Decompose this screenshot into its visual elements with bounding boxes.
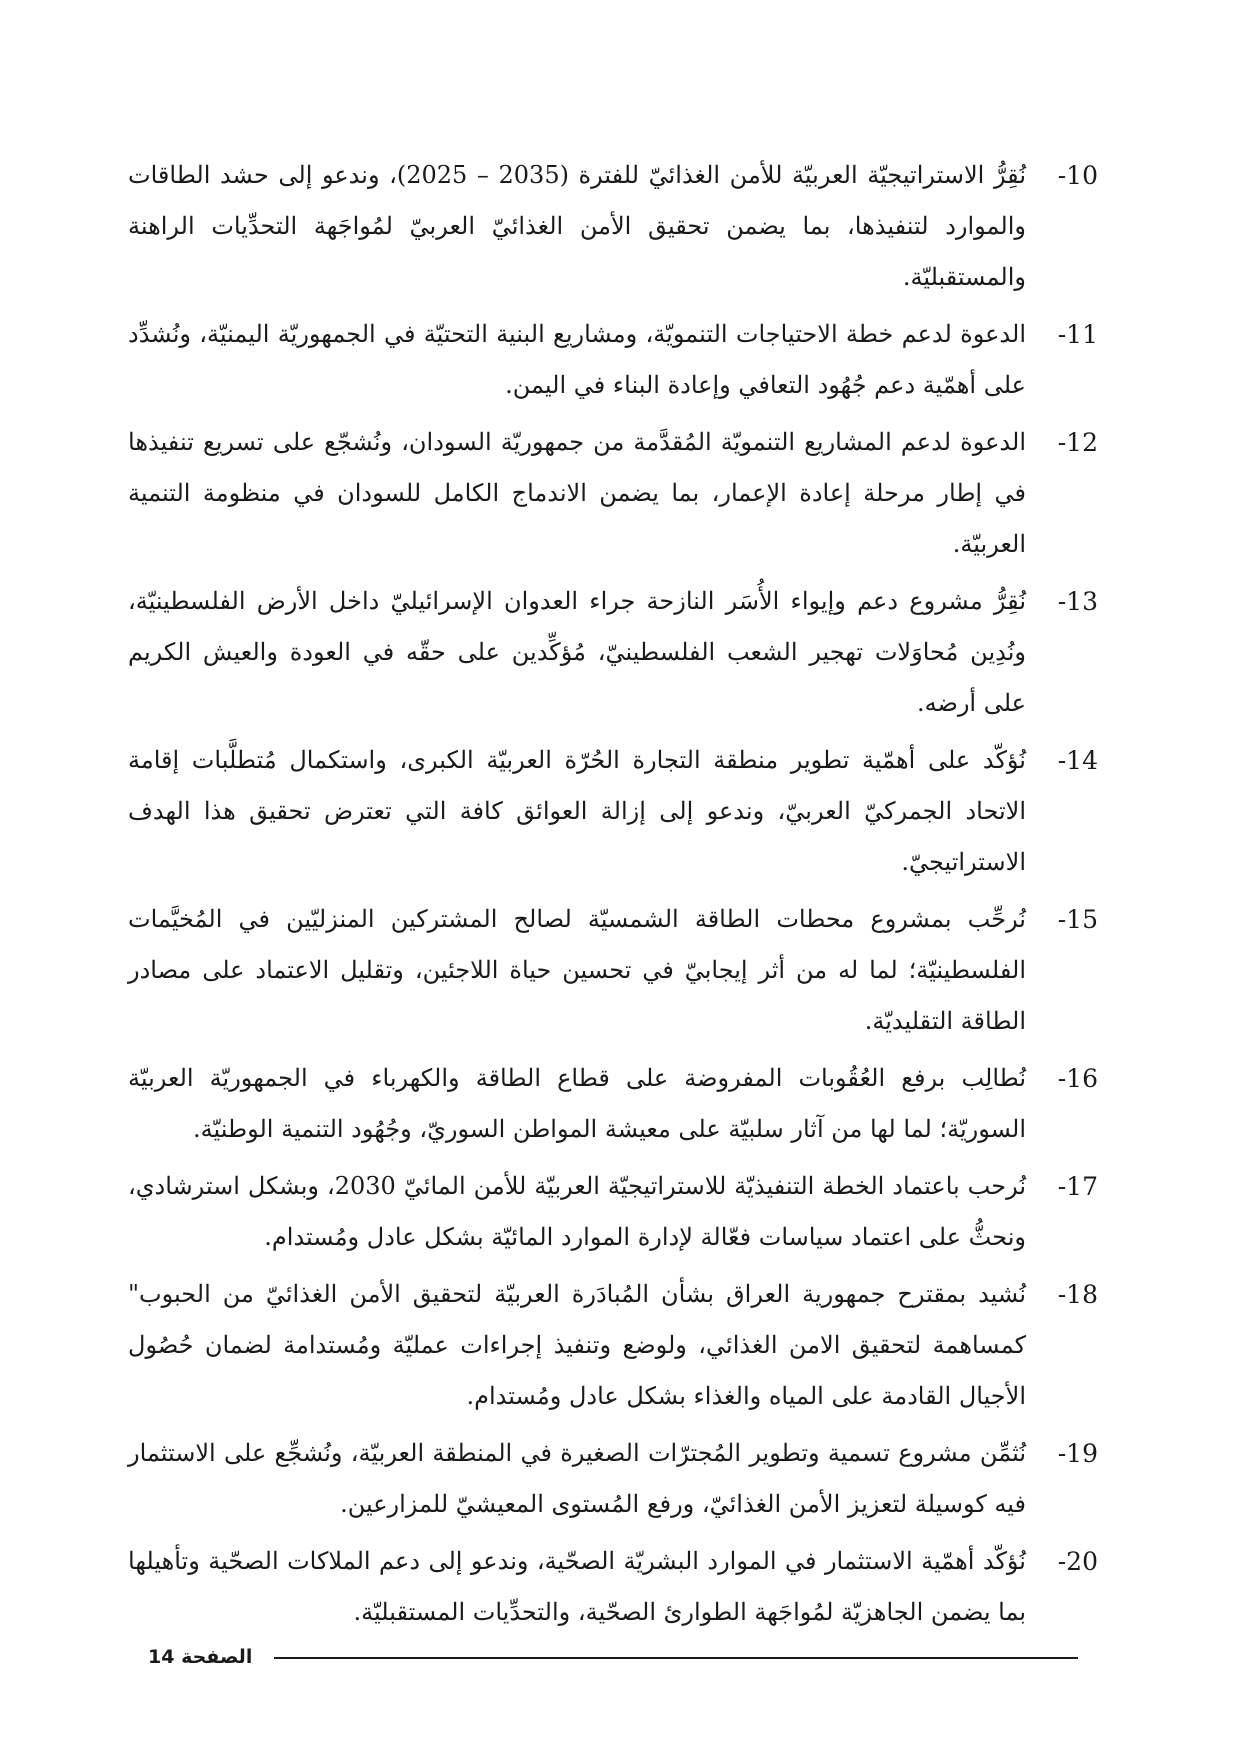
- item-text: نُشيد بمقترح جمهورية العراق بشأن المُبادَرة العربيّة لتحقيق الأمن الغذائيّ من الحبوب" كمساهمة لتحقيق الامن الغذائي، ولوضع وتنفيذ إجراءات عمليّة ومُستدامة لضمان حُصُول الأجيال القادمة على المياه والغذاء بشكل عادل ومُستدام.: [128, 1280, 1026, 1410]
- item-number: -13: [1057, 587, 1098, 616]
- item-number: -20: [1057, 1547, 1098, 1576]
- list-item: [128, 417, 1098, 570]
- item-text: الدعوة لدعم خطة الاحتياجات التنمويّة، ومشاريع البنية التحتيّة في الجمهوريّة اليمنيّة، ونُشدِّد على أهمّية دعم جُهُود التعافي وإعادة البناء في اليمن.: [128, 320, 1026, 399]
- item-number: -14: [1057, 746, 1098, 775]
- list-item: [128, 1269, 1098, 1422]
- page-footer: [148, 1637, 1078, 1677]
- resolutions-list: [128, 150, 1098, 1644]
- footer-rule: [274, 1657, 1078, 1659]
- list-item: [128, 576, 1098, 729]
- item-number: -15: [1057, 905, 1098, 934]
- item-text: نُطالِب برفع العُقُوبات المفروضة على قطاع الطاقة والكهرباء في الجمهوريّة العربيّة السوريّة؛ لما لها من آثار سلبيّة على معيشة المواطن السوريّ، وجُهُود التنمية الوطنيّة.: [128, 1064, 1026, 1143]
- item-number: -18: [1057, 1280, 1098, 1309]
- item-text: نُرحب باعتماد الخطة التنفيذيّة للاستراتيجيّة العربيّة للأمن المائيّ 2030، وبشكل استرشادي، ونحثُّ على اعتماد سياسات فعّالة لإدارة الموارد المائيّة بشكل عادل ومُستدام.: [128, 1172, 1027, 1251]
- list-item: [128, 1161, 1098, 1263]
- list-item: [128, 1536, 1098, 1638]
- list-item: [128, 735, 1098, 888]
- item-text: نُرحِّب بمشروع محطات الطاقة الشمسيّة لصالح المشتركين المنزليّين في المُخيَّمات الفلسطينيّة؛ لما له من أثر إيجابيّ في تحسين حياة اللاجئين، وتقليل الاعتماد على مصادر الطاقة التقليديّة.: [128, 905, 1026, 1035]
- list-item: [128, 894, 1098, 1047]
- item-text: نُؤكّد على أهمّية تطوير منطقة التجارة الحُرّة العربيّة الكبرى، واستكمال مُتطلَّبات إقامة الاتحاد الجمركيّ العربيّ، وندعو إلى إزالة العوائق كافة التي تعترض تحقيق هذا الهدف الاستراتيجيّ.: [128, 746, 1026, 876]
- list-item: [128, 1428, 1098, 1530]
- page-number: الصفحة 14: [148, 1646, 253, 1668]
- item-text: نُقِرُّ مشروع دعم وإيواء الأُسَر النازحة جراء العدوان الإسرائيليّ داخل الأرض الفلسطينيّة، ونُدِين مُحاوَلات تهجير الشعب الفلسطينيّ، مُؤكِّدين على حقّه في العودة والعيش الكريم على أرضه.: [128, 587, 1026, 717]
- item-number: -16: [1057, 1064, 1098, 1093]
- list-item: [128, 150, 1098, 303]
- list-item: [128, 309, 1098, 411]
- item-text: نُؤكّد أهمّية الاستثمار في الموارد البشريّة الصحّية، وندعو إلى دعم الملاكات الصحّية وتأهيلها بما يضمن الجاهزيّة لمُواجَهة الطوارئ الصحّية، والتحدِّيات المستقبليّة.: [128, 1547, 1026, 1626]
- item-number: -12: [1057, 428, 1098, 457]
- item-number: -17: [1057, 1172, 1098, 1201]
- item-number: -19: [1057, 1439, 1098, 1468]
- item-number: -10: [1057, 161, 1098, 190]
- item-text: نُثمِّن مشروع تسمية وتطوير المُجترّات الصغيرة في المنطقة العربيّة، ونُشجِّع على الاستثمار فيه كوسيلة لتعزيز الأمن الغذائيّ، ورفع المُستوى المعيشيّ للمزارعين.: [128, 1439, 1026, 1518]
- list-item: [128, 1053, 1098, 1155]
- item-number: -11: [1057, 320, 1098, 349]
- item-text: نُقِرُّ الاستراتيجيّة العربيّة للأمن الغذائيّ للفترة (2035 – 2025)، وندعو إلى حشد الطاقات والموارد لتنفيذها، بما يضمن تحقيق الأمن الغذائيّ العربيّ لمُواجَهة التحدِّيات الراهنة والمستقبليّة.: [128, 161, 1027, 291]
- item-text: الدعوة لدعم المشاريع التنمويّة المُقدَّمة من جمهوريّة السودان، ونُشجّع على تسريع تنفيذها في إطار مرحلة إعادة الإعمار، بما يضمن الاندماج الكامل للسودان في منظومة التنمية العربيّة.: [128, 428, 1026, 558]
